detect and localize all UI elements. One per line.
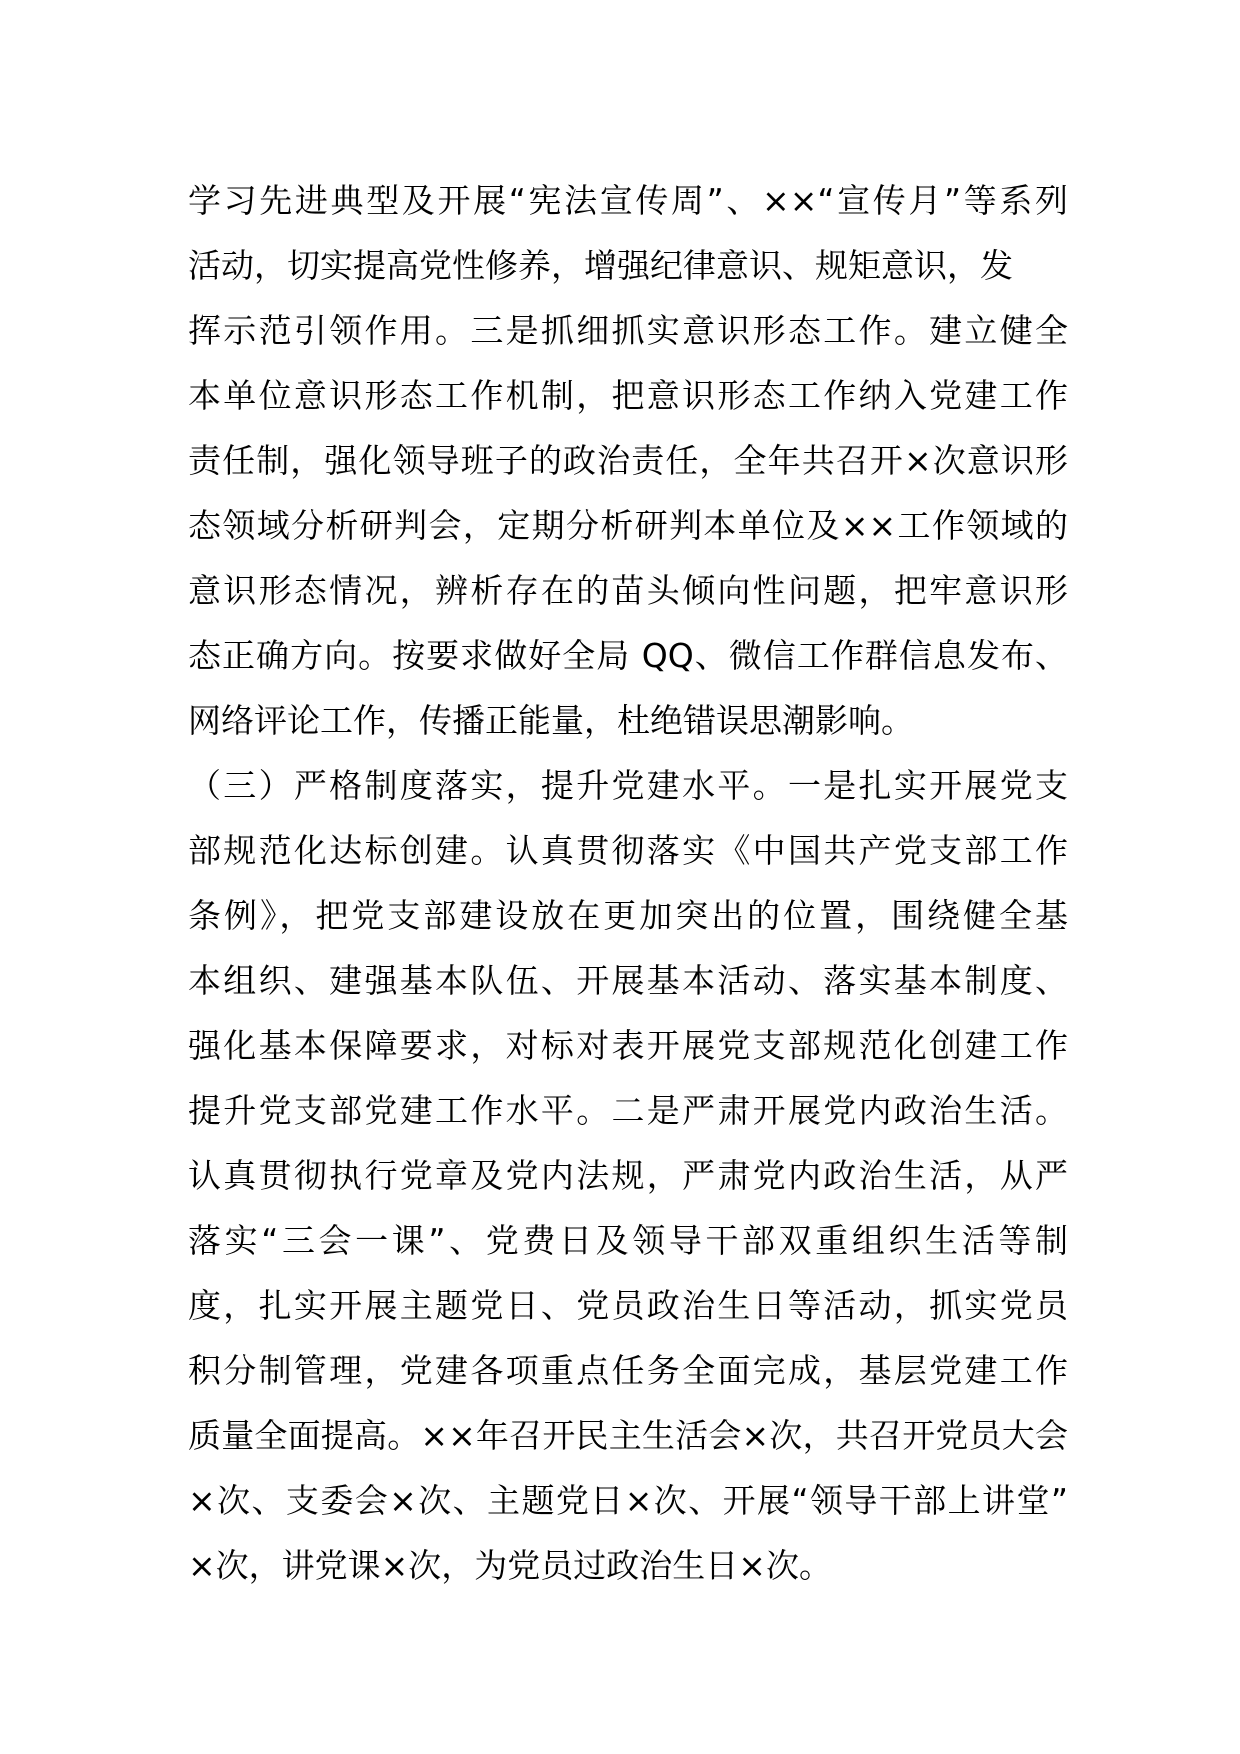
text-line: 落实“三会一课”、党费日及领导干部双重组织生活等制 [188, 1221, 1068, 1260]
text-line: 挥示范引领作用。三是抓细抓实意识形态工作。建立健全 [188, 311, 1068, 350]
text-line: ×次，讲党课×次，为党员过政治生日×次。 [188, 1546, 832, 1585]
text-line: 条例》，把党支部建设放在更加突出的位置，围绕健全基 [188, 896, 1068, 935]
text-line: 网络评论工作，传播正能量，杜绝错误思潮影响。 [188, 701, 914, 740]
text-line: 部规范化达标创建。认真贯彻落实《中国共产党支部工作 [188, 831, 1068, 870]
text-line: 认真贯彻执行党章及党内法规，严肃党内政治生活，从严 [188, 1156, 1068, 1195]
text-line: （三）严格制度落实，提升党建水平。一是扎实开展党支 [188, 766, 1068, 805]
text-line: 责任制，强化领导班子的政治责任，全年共召开×次意识形 [188, 441, 1068, 480]
text-line: 积分制管理，党建各项重点任务全面完成，基层党建工作 [188, 1351, 1068, 1390]
text-line: 本单位意识形态工作机制，把意识形态工作纳入党建工作 [188, 376, 1068, 415]
text-line: 态正确方向。按要求做好全局 QQ、微信工作群信息发布、 [188, 636, 1068, 675]
text-line: 学习先进典型及开展“宪法宣传周”、××“宣传月”等系列 [188, 181, 1068, 220]
text-line: 态领域分析研判会，定期分析研判本单位及××工作领域的 [188, 506, 1068, 545]
text-line: ×次、支委会×次、主题党日×次、开展“领导干部上讲堂” [188, 1481, 1068, 1520]
text-line: 度，扎实开展主题党日、党员政治生日等活动，抓实党员 [188, 1286, 1068, 1325]
text-line: 本组织、建强基本队伍、开展基本活动、落实基本制度、 [188, 961, 1068, 1000]
text-line: 质量全面提高。××年召开民主生活会×次，共召开党员大会 [188, 1416, 1068, 1455]
text-line: 提升党支部党建工作水平。二是严肃开展党内政治生活。 [188, 1091, 1068, 1130]
text-line: 意识形态情况，辨析存在的苗头倾向性问题，把牢意识形 [188, 571, 1068, 610]
text-line: 强化基本保障要求，对标对表开展党支部规范化创建工作 [188, 1026, 1068, 1065]
body-text [188, 168, 1068, 1598]
text-line: 活动，切实提高党性修养，增强纪律意识、规矩意识，发 [188, 246, 1013, 285]
